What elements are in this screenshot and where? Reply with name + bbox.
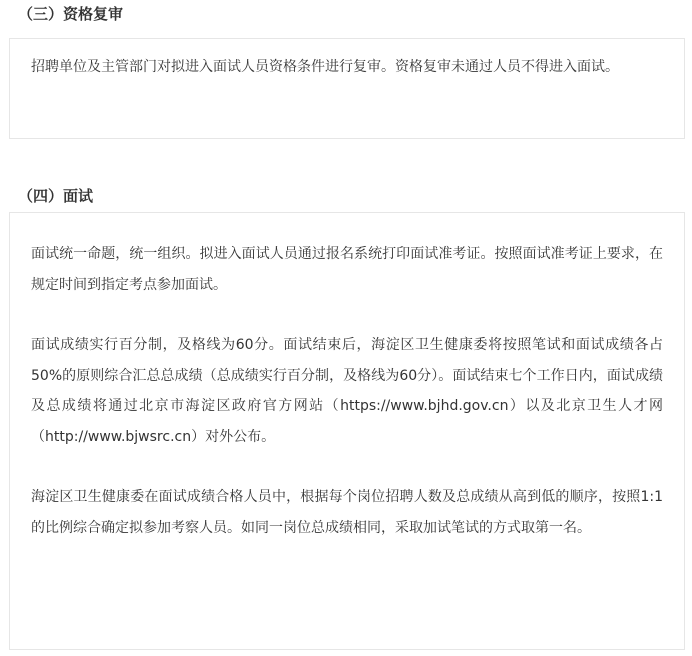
- section-heading-qualification-review: （三）资格复审: [18, 5, 124, 23]
- interview-paragraph-scoring: 面试成绩实行百分制，及格线为60分。面试结束后，海淀区卫生健康委将按照笔试和面试成绩各占50%的原则综合汇总总成绩（总成绩实行百分制，及格线为60分）。面试结束七个工作日内，面试成绩及总成绩将通过北京市海淀区政府官方网站（https://www.bjhd.gov.cn）以及北京卫生人才网（http://www.bjwsrc.cn）对外公布。: [31, 337, 663, 445]
- qualification-review-card: [9, 38, 685, 139]
- section-heading-interview: （四）面试: [18, 187, 94, 205]
- qualification-review-paragraph: 招聘单位及主管部门对拟进入面试人员资格条件进行复审。资格复审未通过人员不得进入面试。: [31, 59, 619, 75]
- interview-paragraph-selection: 海淀区卫生健康委在面试成绩合格人员中，根据每个岗位招聘人数及总成绩从高到低的顺序，按照1:1的比例综合确定拟参加考察人员。如同一岗位总成绩相同，采取加试笔试的方式取第一名。: [31, 489, 663, 536]
- interview-paragraph-organization: 面试统一命题，统一组织。拟进入面试人员通过报名系统打印面试准考证。按照面试准考证上要求，在规定时间到指定考点参加面试。: [31, 246, 663, 293]
- interview-card: [9, 212, 685, 650]
